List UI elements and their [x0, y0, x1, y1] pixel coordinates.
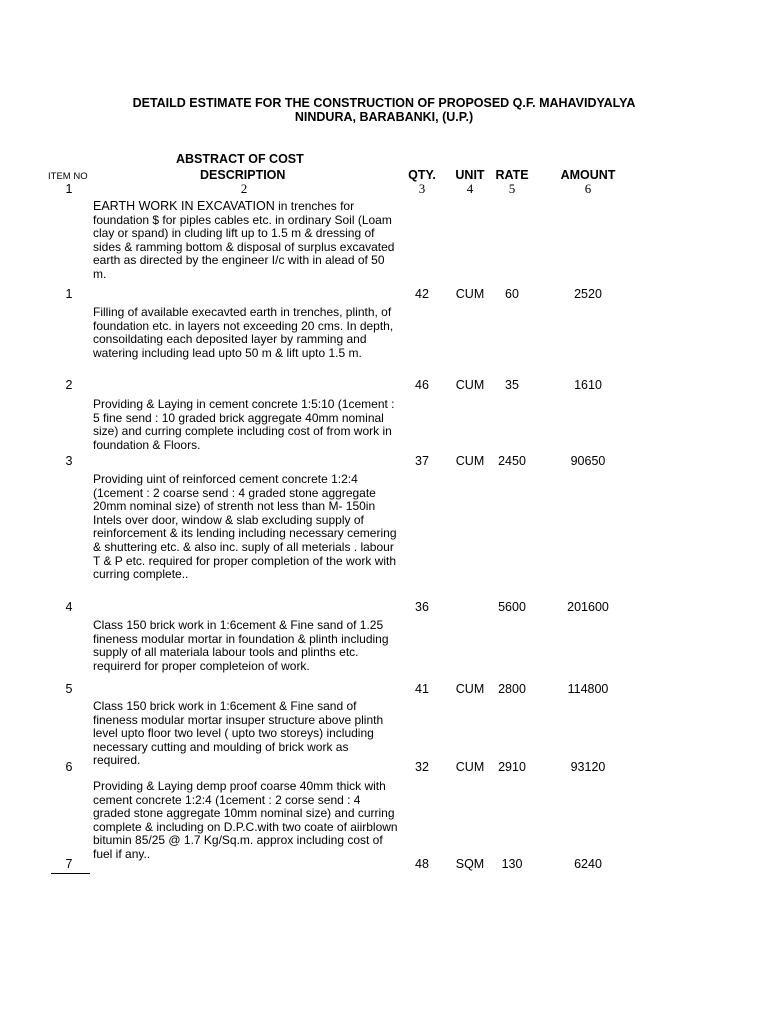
item-amount: 1610 [574, 378, 602, 392]
item-unit: CUM [455, 287, 485, 301]
item-unit: CUM [455, 378, 485, 392]
header-amount: AMOUNT [560, 168, 616, 182]
item-unit: CUM [455, 760, 485, 774]
item-amount: 93120 [570, 760, 606, 774]
column-number-4: 4 [466, 181, 474, 196]
item-rate: 2450 [498, 454, 526, 468]
item-qty: 32 [415, 760, 429, 774]
item-qty: 36 [415, 600, 429, 614]
item-description: Providing uint of reinforced cement concrete 1:2:4 (1cement : 2 coarse send : 4 graded stone aggregate 20mm nominal size) of strenth not less than M- 150in Intels over door, window & slab excluding supply of reinforcement & its lending including necessary cemering & shuttering etc. & also inc. suply of all meterials . labour T & P etc. required for proper completion of the work with curring complete.. [93, 472, 397, 582]
item-description: EARTH WORK IN EXCAVATION in trenches for foundation $ for piples cables etc. in ordinary Soil (Loam clay or spand) in cluding lift up to 1.5 m & dressing of sides & ramming bottom & disposal of surplus excavated earth as directed by the engineer I/c with in alead of 50 m. [93, 199, 395, 281]
column-number-6: 6 [584, 181, 592, 196]
item-amount: 6240 [574, 857, 602, 871]
item-number: 1 [65, 287, 73, 301]
item-number: 6 [65, 760, 73, 774]
item-qty: 41 [415, 682, 429, 696]
header-qty: QTY. [408, 168, 436, 182]
item-amount: 90650 [570, 454, 606, 468]
header-unit: UNIT [455, 168, 485, 182]
item-qty: 37 [415, 454, 429, 468]
item-unit: CUM [455, 682, 485, 696]
header-description: DESCRIPTION [200, 168, 286, 182]
item-rate: 5600 [498, 600, 526, 614]
item-number: 4 [65, 600, 73, 614]
column-number-1: 1 [65, 182, 73, 196]
header-item-no: ITEM NO [48, 171, 88, 182]
column-number-5: 5 [508, 181, 516, 196]
item-description: Providing & Laying in cement concrete 1:5:10 (1cement : 5 fine send : 10 graded brick aggregate 40mm nominal size) and curring complete including cost of from work in foundation & Floors. [93, 397, 395, 452]
item-rate: 35 [505, 378, 519, 392]
item-qty: 48 [415, 857, 429, 871]
item-unit: CUM [455, 454, 485, 468]
item-rate: 130 [501, 857, 523, 871]
column-number-3: 3 [418, 181, 426, 196]
document-title-line1: DETAILD ESTIMATE FOR THE CONSTRUCTION OF PROPOSED Q.F. MAHAVIDYALYA [132, 96, 636, 110]
abstract-heading: ABSTRACT OF COST [176, 152, 304, 166]
item-rate: 60 [505, 287, 519, 301]
item-amount: 2520 [574, 287, 602, 301]
item-rate: 2910 [498, 760, 526, 774]
item-qty: 42 [415, 287, 429, 301]
item-number: 3 [65, 454, 73, 468]
document-title-line2: NINDURA, BARABANKI, (U.P.) [294, 110, 474, 124]
item-qty: 46 [415, 378, 429, 392]
item-description: Class 150 brick work in 1:6cement & Fine sand of 1.25 fineness modular mortar in foundation & plinth including supply of all materiala labour tools and plinths etc. requirerd for proper completeion of work. [93, 618, 389, 673]
item-description: Providing & Laying demp proof coarse 40mm thick with cement concrete 1:2:4 (1cement : 2 corse send : 4 graded stone aggregate 10mm nominal size) and curring complete & including on D.P.C.with two coate of aiirblown bitumin 85/25 @ 1.7 Kg/Sq.m. approx including cost of fuel if any.. [93, 779, 398, 861]
item-amount: 114800 [567, 682, 609, 696]
header-rate: RATE [495, 168, 529, 182]
item-unit: SQM [455, 857, 485, 871]
item-number: 7 [65, 857, 73, 871]
item-number-underline [51, 873, 90, 874]
item-description-lead: EARTH WORK IN EXCAVATION [93, 199, 275, 213]
item-rate: 2800 [498, 682, 526, 696]
item-number: 2 [65, 378, 73, 392]
item-description: Filling of available execavted earth in trenches, plinth, of foundation etc. in layers not exceeding 20 cms. In depth, consoildating each deposited layer by ramming and watering including lead upto 50 m & lift upto 1.5 m. [93, 305, 394, 360]
item-amount: 201600 [567, 600, 609, 614]
column-number-2: 2 [240, 181, 248, 196]
item-number: 5 [65, 682, 73, 696]
item-description: Class 150 brick work in 1:6cement & Fine sand of fineness modular mortar insuper structure above plinth level upto floor two level ( upto two storeys) including necessary cutting and moulding of brick work as required. [93, 699, 384, 768]
